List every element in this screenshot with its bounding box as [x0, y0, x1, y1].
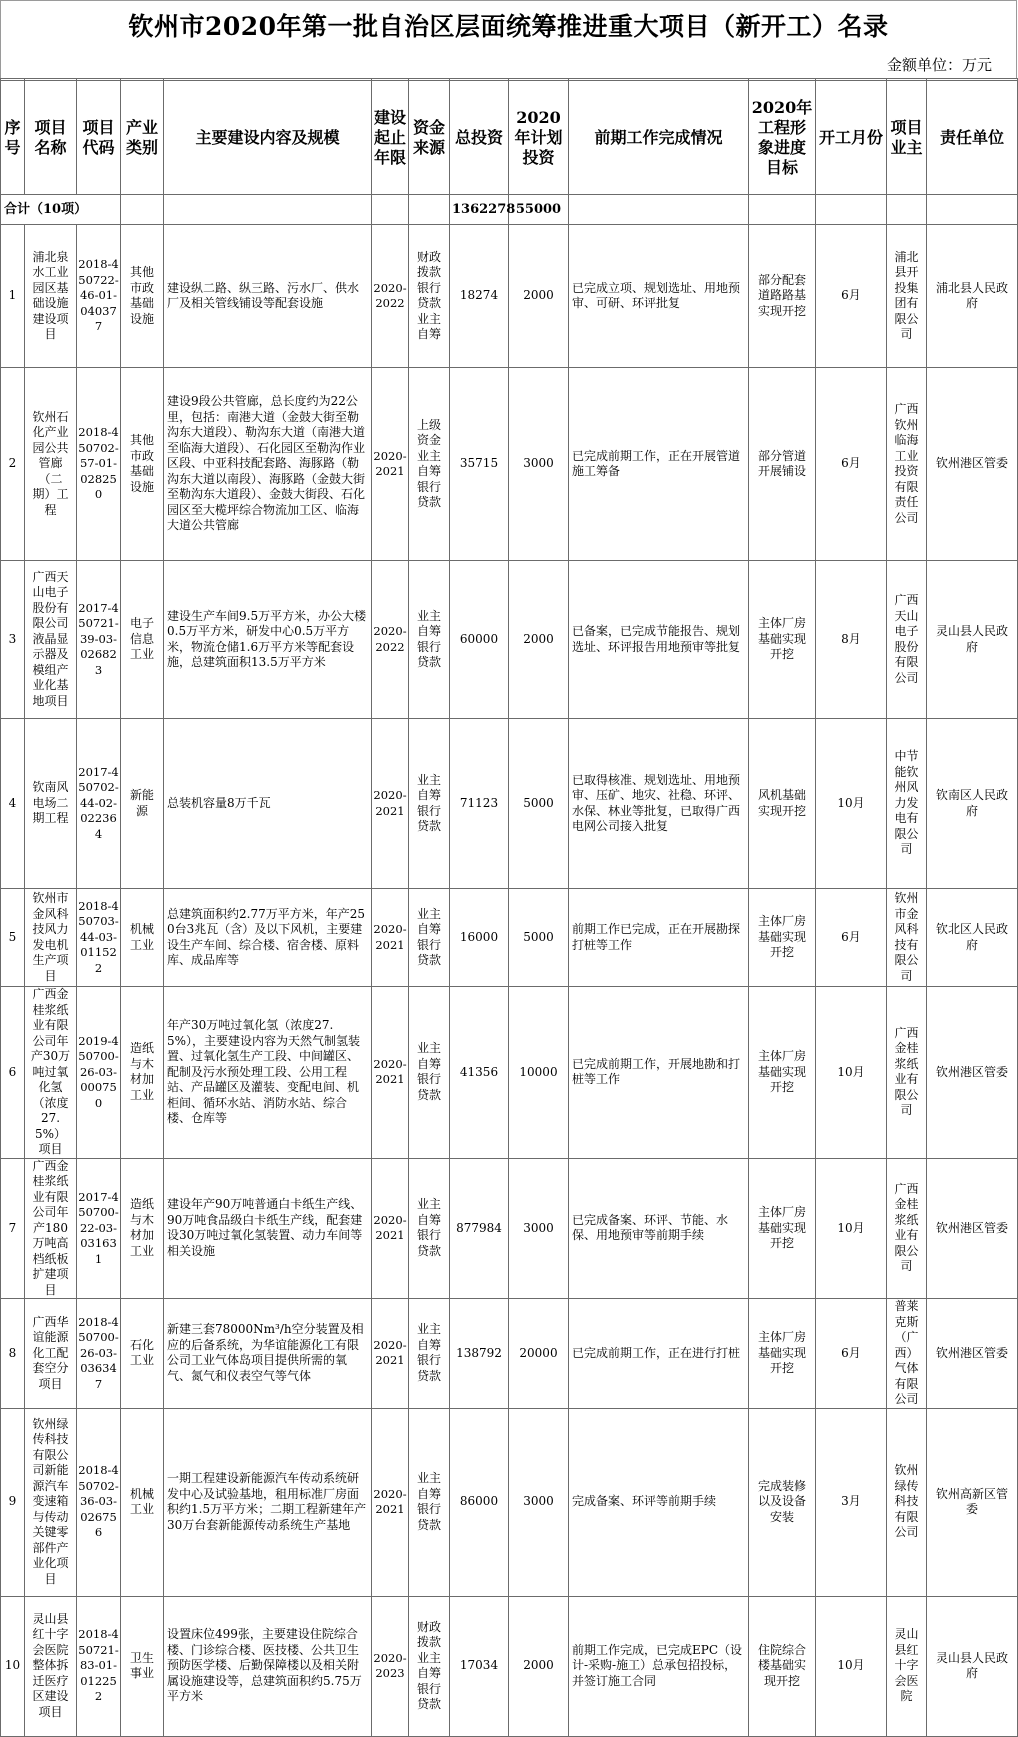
start-month: 10月 — [816, 1596, 887, 1736]
prework-status: 已完成立项、规划选址、用地预审、可研、环评批复 — [569, 225, 749, 368]
start-month: 10月 — [816, 987, 887, 1159]
header-code: 项目代码 — [77, 81, 121, 195]
project-owner: 广西金桂浆纸业有限公司 — [887, 987, 927, 1159]
plan-investment-2020: 2000 — [509, 1596, 569, 1736]
construction-period: 2020-2023 — [372, 1596, 409, 1736]
construction-content: 建设生产车间9.5万平方米，办公大楼0.5万平方米，研发中心0.5万平方米，物流仓储1.6万平方米等配套设施，总建筑面积13.5万平方米 — [164, 561, 372, 719]
plan-investment-2020: 2000 — [509, 561, 569, 719]
project-code: 2018-450702-57-01-028250 — [77, 368, 121, 561]
fund-source: 业主自筹银行贷款 — [409, 1408, 450, 1596]
plan-investment-2020: 5000 — [509, 719, 569, 889]
header-progress: 2020年工程形象进度目标 — [749, 81, 816, 195]
table-row — [1, 561, 1018, 719]
table-row — [1, 889, 1018, 987]
construction-period: 2020-2021 — [372, 368, 409, 561]
project-name: 浦北泉水工业园区基础设施建设项目 — [25, 225, 77, 368]
project-code: 2018-450721-83-01-012252 — [77, 1596, 121, 1736]
industry-type: 造纸与木材加工业 — [121, 1158, 164, 1299]
total-investment: 17034 — [450, 1596, 509, 1736]
plan-investment-2020: 10000 — [509, 987, 569, 1159]
construction-period: 2020-2022 — [372, 561, 409, 719]
document-title: 钦州市2020年第一批自治区层面统筹推进重大项目（新开工）名录 — [0, 0, 1017, 52]
construction-content: 建设9段公共管廊，总长度约为22公里，包括：南港大道（金鼓大街至勒沟东大道段）、勒沟东大道（南港大道至临海大道段）、石化园区至勒沟作业区段、中亚科技配套路、海豚路（勒沟东大道以南段）、海豚路（金鼓大街至勒沟东大道段）、金鼓大街段、石化园区至大榄坪综合物流加工区、临海大道公共管廊 — [164, 368, 372, 561]
total-investment: 16000 — [450, 889, 509, 987]
project-code: 2017-450721-39-03-026823 — [77, 561, 121, 719]
progress-target: 主体厂房基础实现开挖 — [749, 1158, 816, 1299]
project-code: 2019-450700-26-03-000750 — [77, 987, 121, 1159]
header-owner: 项目业主 — [887, 81, 927, 195]
start-month: 8月 — [816, 561, 887, 719]
responsible-unit: 钦州港区管委 — [927, 1299, 1018, 1409]
table-row — [1, 987, 1018, 1159]
prework-status: 已完成备案、环评、节能、水保、用地预审等前期手续 — [569, 1158, 749, 1299]
project-code: 2017-450702-44-02-022364 — [77, 719, 121, 889]
project-name: 广西金桂浆纸业有限公司年产30万吨过氧化氢（浓度27.5%）项目 — [25, 987, 77, 1159]
total-investment: 86000 — [450, 1408, 509, 1596]
total-investment: 35715 — [450, 368, 509, 561]
industry-type: 造纸与木材加工业 — [121, 987, 164, 1159]
total-investment: 877984 — [450, 1158, 509, 1299]
table-row — [1, 1158, 1018, 1299]
total-investment: 138792 — [450, 1299, 509, 1409]
project-name: 钦南风电场二期工程 — [25, 719, 77, 889]
total-label: 合计（10项） — [1, 195, 121, 225]
prework-status: 已取得核准、规划选址、用地预审、压矿、地灾、社稳、环评、水保、林业等批复，已取得广西电网公司接入批复 — [569, 719, 749, 889]
construction-content: 总建筑面积约2.77万平方米，年产250台3兆瓦（含）及以下风机，主要建设生产车间、综合楼、宿舍楼、原料库、成品库等 — [164, 889, 372, 987]
project-owner: 浦北县开投集团有限公司 — [887, 225, 927, 368]
responsible-unit: 钦南区人民政府 — [927, 719, 1018, 889]
project-code: 2017-450700-22-03-031631 — [77, 1158, 121, 1299]
header-month: 开工月份 — [816, 81, 887, 195]
total-investment: 60000 — [450, 561, 509, 719]
prework-status: 已完成前期工作，正在开展管道施工筹备 — [569, 368, 749, 561]
project-code: 2018-450700-26-03-036347 — [77, 1299, 121, 1409]
header-name: 项目名称 — [25, 81, 77, 195]
header-no: 序号 — [1, 81, 25, 195]
plan-investment-2020: 20000 — [509, 1299, 569, 1409]
prework-status: 完成备案、环评等前期手续 — [569, 1408, 749, 1596]
fund-source: 业主自筹银行贷款 — [409, 1158, 450, 1299]
industry-type: 其他市政基础设施 — [121, 368, 164, 561]
project-code: 2018-450703-44-03-011522 — [77, 889, 121, 987]
row-no: 2 — [1, 368, 25, 561]
header-fund: 资金来源 — [409, 81, 450, 195]
responsible-unit: 钦州港区管委 — [927, 987, 1018, 1159]
project-name: 广西天山电子股份有限公司液晶显示器及模组产业化基地项目 — [25, 561, 77, 719]
start-month: 10月 — [816, 719, 887, 889]
project-owner: 广西钦州临海工业投资有限责任公司 — [887, 368, 927, 561]
row-no: 4 — [1, 719, 25, 889]
project-name: 广西华谊能源化工配套空分项目 — [25, 1299, 77, 1409]
fund-source: 业主自筹银行贷款 — [409, 889, 450, 987]
table-row — [1, 1408, 1018, 1596]
plan-investment-2020: 3000 — [509, 1408, 569, 1596]
project-name: 钦州市金风科技风力发电机生产项目 — [25, 889, 77, 987]
responsible-unit: 浦北县人民政府 — [927, 225, 1018, 368]
project-name: 灵山县红十字会医院整体拆迁医疗区建设项目 — [25, 1596, 77, 1736]
fund-source: 上级资金业主自筹银行贷款 — [409, 368, 450, 561]
row-no: 3 — [1, 561, 25, 719]
header-period: 建设起止年限 — [372, 81, 409, 195]
responsible-unit: 钦北区人民政府 — [927, 889, 1018, 987]
industry-type: 石化工业 — [121, 1299, 164, 1409]
project-name: 广西金桂浆纸业有限公司年产180万吨高档纸板扩建项目 — [25, 1158, 77, 1299]
fund-source: 业主自筹银行贷款 — [409, 719, 450, 889]
prework-status: 已完成前期工作，正在进行打桩 — [569, 1299, 749, 1409]
start-month: 3月 — [816, 1408, 887, 1596]
project-name: 钦州绿传科技有限公司新能源汽车变速箱与传动关键零部件产业化项目 — [25, 1408, 77, 1596]
row-no: 1 — [1, 225, 25, 368]
prework-status: 前期工作完成，已完成EPC（设计-采购-施工）总承包招投标，并签订施工合同 — [569, 1596, 749, 1736]
industry-type: 新能源 — [121, 719, 164, 889]
project-code: 2018-450702-36-03-026756 — [77, 1408, 121, 1596]
total-investment: 18274 — [450, 225, 509, 368]
row-no: 6 — [1, 987, 25, 1159]
construction-content: 年产30万吨过氧化氢（浓度27.5%），主要建设内容为天然气制氢装置、过氧化氢生产工段、中间罐区、配制及污水预处理工段、公用工程站、产品罐区及灌装、变配电间、机柜间、循环水站、消防水站、综合楼、仓库等 — [164, 987, 372, 1159]
responsible-unit: 灵山县人民政府 — [927, 561, 1018, 719]
total-row — [1, 195, 1018, 225]
construction-content: 总装机容量8万千瓦 — [164, 719, 372, 889]
header-prework: 前期工作完成情况 — [569, 81, 749, 195]
start-month: 6月 — [816, 368, 887, 561]
progress-target: 主体厂房基础实现开挖 — [749, 889, 816, 987]
row-no: 10 — [1, 1596, 25, 1736]
progress-target: 风机基础实现开挖 — [749, 719, 816, 889]
progress-target: 部分配套道路路基实现开挖 — [749, 225, 816, 368]
construction-period: 2020-2021 — [372, 1158, 409, 1299]
project-owner: 广西天山电子股份有限公司 — [887, 561, 927, 719]
industry-type: 机械工业 — [121, 1408, 164, 1596]
prework-status: 前期工作已完成，正在开展勘探打桩等工作 — [569, 889, 749, 987]
progress-target: 主体厂房基础实现开挖 — [749, 1299, 816, 1409]
header-content: 主要建设内容及规模 — [164, 81, 372, 195]
project-name: 钦州石化产业园公共管廊（二期）工程 — [25, 368, 77, 561]
prework-status: 已备案，已完成节能报告、规划选址、环评报告用地预审等批复 — [569, 561, 749, 719]
table-row — [1, 368, 1018, 561]
plan-investment-2020: 3000 — [509, 368, 569, 561]
project-owner: 灵山县红十字会医院 — [887, 1596, 927, 1736]
project-owner: 钦州绿传科技有限公司 — [887, 1408, 927, 1596]
progress-target: 完成装修以及设备安装 — [749, 1408, 816, 1596]
start-month: 6月 — [816, 1299, 887, 1409]
construction-period: 2020-2021 — [372, 987, 409, 1159]
project-owner: 钦州市金风科技有限公司 — [887, 889, 927, 987]
row-no: 8 — [1, 1299, 25, 1409]
project-owner: 中节能钦州风力发电有限公司 — [887, 719, 927, 889]
start-month: 10月 — [816, 1158, 887, 1299]
progress-target: 部分管道开展铺设 — [749, 368, 816, 561]
table-row — [1, 1299, 1018, 1409]
table-row — [1, 1596, 1018, 1736]
plan-investment-2020: 2000 — [509, 225, 569, 368]
header-total: 总投资 — [450, 81, 509, 195]
header-resp: 责任单位 — [927, 81, 1018, 195]
progress-target: 住院综合楼基础实现开挖 — [749, 1596, 816, 1736]
currency-unit-note: 金额单位：万元 — [0, 52, 1017, 78]
fund-source: 业主自筹银行贷款 — [409, 987, 450, 1159]
fund-source: 业主自筹银行贷款 — [409, 561, 450, 719]
row-no: 9 — [1, 1408, 25, 1596]
progress-target: 主体厂房基础实现开挖 — [749, 987, 816, 1159]
header-plan2020: 2020年计划投资 — [509, 81, 569, 195]
project-table — [0, 78, 1018, 1737]
construction-period: 2020-2021 — [372, 1299, 409, 1409]
plan-investment-2020: 5000 — [509, 889, 569, 987]
construction-period: 2020-2021 — [372, 1408, 409, 1596]
fund-source: 财政拨款业主自筹银行贷款 — [409, 1596, 450, 1736]
plan-investment-2020: 3000 — [509, 1158, 569, 1299]
start-month: 6月 — [816, 889, 887, 987]
construction-content: 一期工程建设新能源汽车传动系统研发中心及试验基地，租用标准厂房面积约1.5万平方米；二期工程新建年产30万台套新能源传动系统生产基地 — [164, 1408, 372, 1596]
responsible-unit: 灵山县人民政府 — [927, 1596, 1018, 1736]
responsible-unit: 钦州港区管委 — [927, 1158, 1018, 1299]
fund-source: 财政拨款银行贷款业主自筹 — [409, 225, 450, 368]
project-owner: 广西金桂浆纸业有限公司 — [887, 1158, 927, 1299]
construction-content: 建设年产90万吨普通白卡纸生产线、90万吨食品级白卡纸生产线，配套建设30万吨过氧化氢装置、动力车间等相关设施 — [164, 1158, 372, 1299]
construction-period: 2020-2021 — [372, 889, 409, 987]
total-investment: 1362278 — [450, 195, 509, 225]
total-investment: 41356 — [450, 987, 509, 1159]
project-code: 2018-450722-46-01-040377 — [77, 225, 121, 368]
construction-content: 新建三套78000Nm³/h空分装置及相应的后备系统，为华谊能源化工有限公司工业气体岛项目提供所需的氧气、氮气和仪表空气等气体 — [164, 1299, 372, 1409]
table-header-row — [1, 81, 1018, 195]
fund-source: 业主自筹银行贷款 — [409, 1299, 450, 1409]
industry-type: 其他市政基础设施 — [121, 225, 164, 368]
construction-period: 2020-2022 — [372, 225, 409, 368]
total-plan-investment: 55000 — [509, 195, 569, 225]
construction-period: 2020-2021 — [372, 719, 409, 889]
industry-type: 卫生事业 — [121, 1596, 164, 1736]
table-row — [1, 225, 1018, 368]
construction-content: 设置床位499张，主要建设住院综合楼、门诊综合楼、医技楼、公共卫生预防医学楼、后勤保障楼以及相关附属设施建设等，总建筑面积约5.75万平方米 — [164, 1596, 372, 1736]
total-investment: 71123 — [450, 719, 509, 889]
industry-type: 机械工业 — [121, 889, 164, 987]
table-row — [1, 719, 1018, 889]
project-owner: 普莱克斯（广西）气体有限公司 — [887, 1299, 927, 1409]
prework-status: 已完成前期工作，开展地勘和打桩等工作 — [569, 987, 749, 1159]
construction-content: 建设纵二路、纵三路、污水厂、供水厂及相关管线铺设等配套设施 — [164, 225, 372, 368]
industry-type: 电子信息工业 — [121, 561, 164, 719]
row-no: 5 — [1, 889, 25, 987]
progress-target: 主体厂房基础实现开挖 — [749, 561, 816, 719]
start-month: 6月 — [816, 225, 887, 368]
header-industry: 产业类别 — [121, 81, 164, 195]
responsible-unit: 钦州港区管委 — [927, 368, 1018, 561]
row-no: 7 — [1, 1158, 25, 1299]
responsible-unit: 钦州高新区管委 — [927, 1408, 1018, 1596]
